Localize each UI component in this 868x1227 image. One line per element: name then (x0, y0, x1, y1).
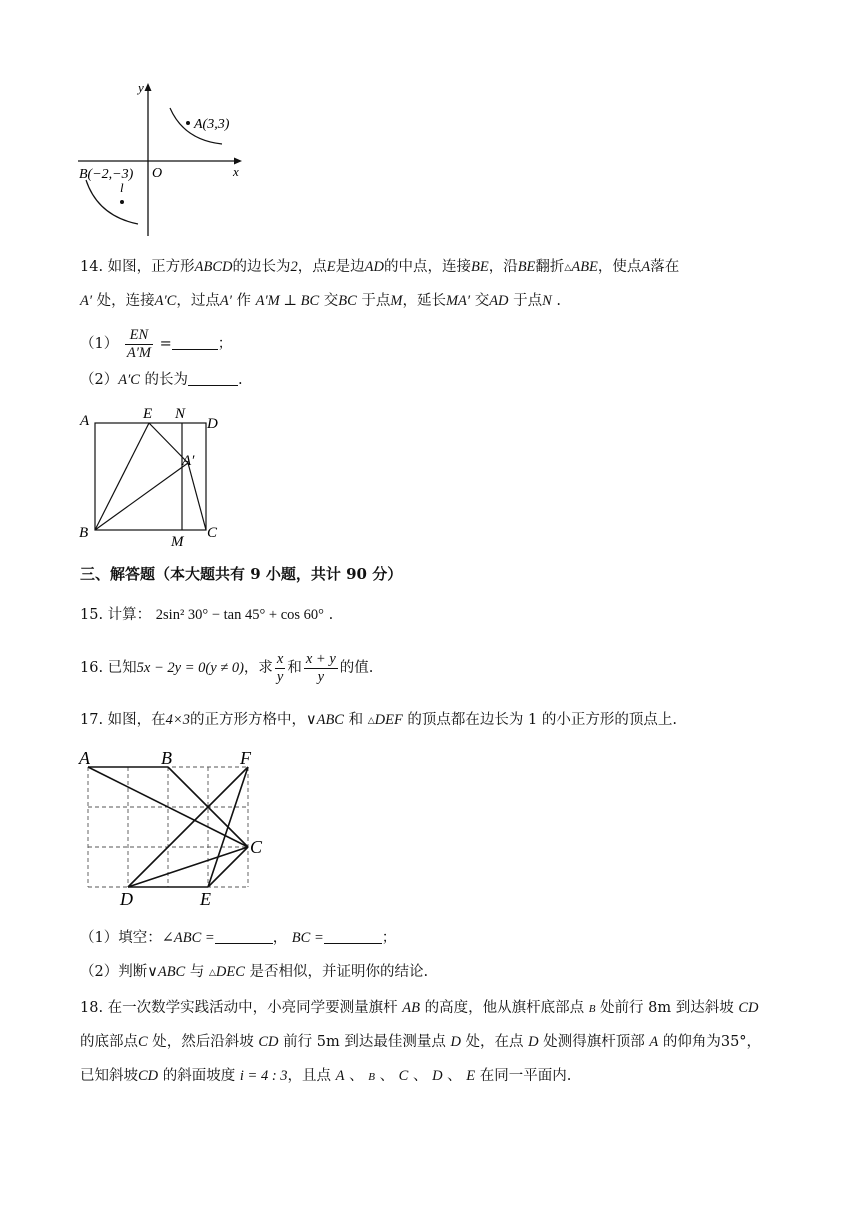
label-e: E (143, 406, 153, 422)
y-axis-label: y (138, 80, 144, 95)
q14-answer-blank-1[interactable] (172, 335, 218, 350)
label-n: N (175, 406, 186, 422)
origin-label: O (152, 166, 163, 181)
segment-dc (128, 847, 248, 887)
curve-l-label: l (120, 180, 124, 195)
section-title: 三、解答题（本大题共有 9 小题，共计 90 分） (80, 565, 403, 583)
grid-label-c: C (250, 837, 263, 857)
q15-line: 15. 计算： 2sin² 30° − tan 45° + cos 60° . (80, 607, 334, 623)
label-m: M (171, 534, 184, 549)
label-b: B (79, 525, 89, 541)
square-abcd (95, 423, 206, 530)
label-a: A (80, 413, 90, 429)
segment-a-prime-c (188, 463, 206, 530)
q18-line3: 已知斜坡CD 的斜面坡度 i = 4 : 3，且点 A 、 B 、 C 、 D 、 E 在同一平面内. (80, 1068, 572, 1084)
point-b-dot (120, 200, 124, 204)
segment-ef (208, 767, 248, 887)
q17-part2: （2）判断∨ABC 与 △DEC 是否相似，并证明你的结论. (80, 964, 429, 980)
q16-line: 16. 已知5x − 2y = 0(y ≠ 0)，求 $\frac{x}{y}$ 和 $\frac{x + y}{y}$ 的值. (80, 650, 374, 685)
q14-part1: （1） $\frac{EN}{A'M}$ = ； (80, 326, 233, 361)
q14-fraction: $\frac{EN}{A'M}$ (126, 326, 151, 361)
grid-label-a: A (79, 748, 90, 768)
q18-line1: 18. 在一次数学实践活动中，小亮同学要测量旗杆 AB 的高度，他从旗杆底部点 B 处前行 8m 到达斜坡 CD (80, 1000, 759, 1016)
q16-fraction-1: $\frac{x}{y}$ (276, 650, 284, 685)
y-axis-arrow (145, 83, 152, 91)
grid-triangles-figure (76, 744, 276, 910)
coordinate-graph-figure (76, 78, 256, 240)
q17-answer-blank-1[interactable] (215, 929, 273, 944)
label-d: D (207, 416, 218, 432)
q14-answer-blank-2[interactable] (188, 371, 238, 386)
q14-line2: A′ 处，连接A′C，过点A′ 作 A′M ⊥ BC 交BC 于点M，延长MA′ 交AD 于点N . (80, 293, 562, 309)
grid-label-e: E (200, 889, 211, 909)
q17-part1: （1）填空：∠ABC = ， BC = ； (80, 930, 397, 946)
q14-part2: （2）A′C 的长为 . (80, 372, 243, 388)
square-fold-figure (76, 403, 236, 549)
q16-equation: 5x − 2y = 0(y ≠ 0) (136, 660, 244, 676)
x-axis-label: x (233, 164, 239, 179)
hyperbola-branch-q3 (86, 180, 138, 224)
segment-ba-prime (95, 463, 188, 530)
label-c: C (207, 525, 218, 541)
q15-expression: 2sin² 30° − tan 45° + cos 60° (155, 607, 324, 623)
grid-label-b: B (161, 748, 172, 768)
grid-label-d: D (120, 889, 133, 909)
segment-df (128, 767, 248, 887)
dashed-grid (88, 767, 248, 887)
segment-be (95, 423, 149, 530)
label-a-prime: A′ (182, 453, 195, 469)
point-a-label: A(3,3) (194, 117, 230, 132)
point-b-label: B(−2,−3) (79, 167, 134, 182)
q18-line2: 的底部点C 处，然后沿斜坡 CD 前行 5m 到达最佳测量点 D 处，在点 D 处测得旗杆顶部 A 的仰角为35°， (80, 1034, 762, 1050)
q17-line: 17. 如图，在4×3的正方形方格中，∨ABC 和 △DEF 的顶点都在边长为 1 的小正方形的顶点上. (80, 712, 677, 728)
q14-line1: 14. 如图，正方形ABCD的边长为2，点E是边AD的中点，连接BE，沿BE翻折△ABE，使点A落在 (80, 259, 680, 275)
q16-fraction-2: $\frac{x + y}{y}$ (305, 650, 336, 685)
point-a-dot (186, 121, 190, 125)
grid-label-f: F (240, 748, 251, 768)
q17-answer-blank-2[interactable] (324, 929, 382, 944)
